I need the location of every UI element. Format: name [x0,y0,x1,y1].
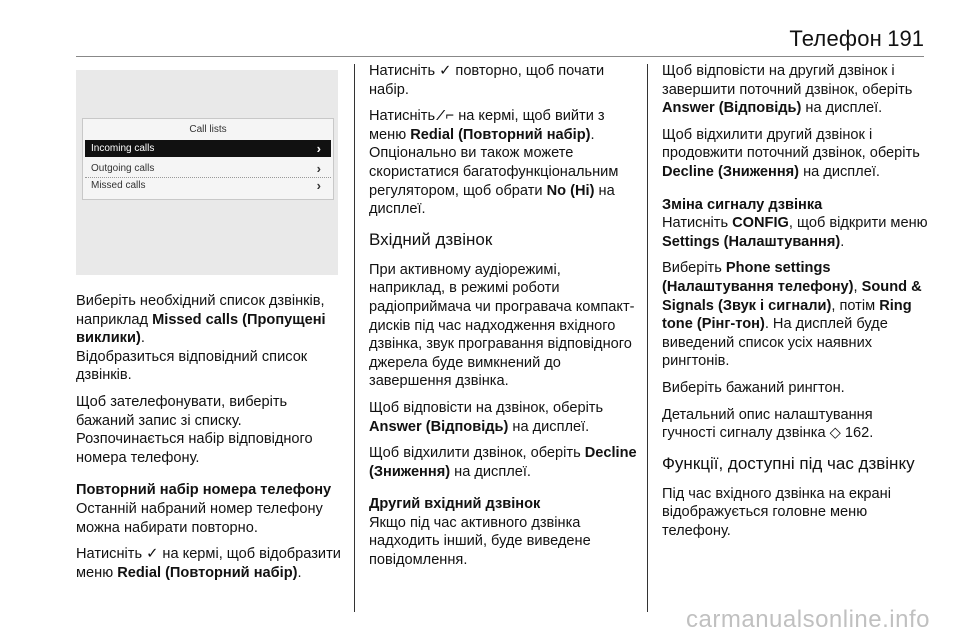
text: . [140,330,145,347]
chevron-right-icon: › [316,141,321,156]
text: Натисніть [76,546,147,563]
phone-call-icon: ✓ [146,546,159,563]
text: повторно, щоб почати набір. [369,63,605,98]
call-lists-title: Call lists [189,124,227,135]
ui-term: Settings (Налаштування) [662,233,841,250]
section-heading-ringtone: Зміна сигналу дзвінка [662,196,823,213]
text: Щоб зателефонувати, виберіть бажаний запис зі списку. [76,393,288,429]
chevron-right-icon: › [316,161,321,176]
ui-term: Decline (Зниження) [369,445,637,480]
call-list-row-label: Outgoing calls [91,163,155,174]
text: на дисплеї. [369,182,615,218]
call-list-row-label: Missed calls [91,180,146,191]
text: Натисніть [662,215,733,232]
text: на дисплеї. [508,418,590,435]
text: Щоб відповісти на дзвінок, оберіть [369,399,604,416]
ui-term: Answer (Відповідь) [369,418,509,435]
text: на дисплеї. [450,463,531,480]
header-rule [76,56,924,57]
paragraph [662,214,930,251]
text: . Опціонально ви також можете скористатися багатофункціональним регулятором, щоб обрати [369,126,619,199]
text: Натисніть [369,63,440,79]
paragraph [662,62,930,118]
ui-term: Redial (Повторний набір) [117,564,298,581]
page-title: Телефон [789,26,882,51]
ui-term: No (Hi) [546,182,595,199]
call-list-row-incoming [85,140,331,157]
paragraph [369,444,637,481]
text: на дисплеї. [799,163,880,180]
paragraph [662,259,930,371]
page-header [0,0,960,56]
ui-term: Missed calls (Пропущені виклики) [76,311,326,347]
column-1 [76,292,346,590]
paragraph: Останній набраний номер телефону можна набирати повторно. [76,500,323,536]
text: Детальний опис налаштування гучності сигналу дзвінка [662,406,873,442]
paragraph: Якщо під час активного дзвінка надходить інший, буде виведене повідомлення. [369,514,591,569]
paragraph [76,545,346,582]
text: Щоб відхилити дзвінок, оберіть [369,445,585,462]
text: на дисплеї. [801,100,883,117]
paragraph: При активному аудіорежимі, наприклад, в режимі роботи радіоприймача чи програвача компакт-дисків під час надходження вхідного дзвінка, звук програвання відповідного джерела буде вимкнений до завершення дзвінка. [369,261,635,390]
section-heading-functions: Функції, доступні під час дзвінку [662,453,915,473]
call-lists-screen-image [76,70,338,275]
paragraph [76,393,346,467]
column-divider-1 [354,64,355,612]
ui-term: Ring tone (Рінг-тон) [662,297,912,333]
ui-term: Sound & Signals (Звук і сигнали) [662,278,922,314]
text: , потім [831,297,880,314]
column-2 [369,62,637,578]
call-lists-panel [82,118,334,200]
section-heading-redial: Повторний набір номера телефону [76,482,332,499]
column-3 [662,62,930,548]
ui-term: Decline (Зниження) [662,163,800,180]
text: Щоб відповісти на другий дзвінок і завершити поточний дзвінок, оберіть [662,63,913,98]
paragraph [76,292,346,385]
text: Розпочинається набір відповідного номера телефону. [76,431,313,466]
text: Натисніть [369,108,440,125]
paragraph: Виберіть бажаний рингтон. [662,379,845,396]
text: , [853,278,862,295]
chevron-right-icon: › [316,178,321,193]
page-reference-link[interactable]: ◇ 162. [829,425,874,442]
text: на кермі, щоб відобразити меню [76,546,341,581]
ui-term: Phone settings (Налаштування телефону) [662,260,854,295]
text: . [297,564,302,581]
phone-call-icon: ✓ [439,63,452,79]
paragraph [369,62,637,99]
call-list-row-missed [85,177,331,194]
page-number: 191 [887,26,924,51]
ui-term: Redial (Повторний набір) [410,126,591,143]
paragraph [369,399,637,436]
watermark: carmanualsonline.info [686,606,930,633]
ui-term: CONFIG [732,215,789,232]
paragraph [662,126,930,182]
paragraph [369,107,637,219]
section-heading-second-call: Другий вхідний дзвінок [369,496,541,513]
text: Виберіть необхідний список дзвінків, наприклад [76,293,325,328]
text: . На дисплей буде виведений список усіх наявних рингтонів. [662,316,888,370]
paragraph: Під час вхідного дзвінка на екрані відображується головне меню телефону. [662,485,891,539]
mute-hangup-icon: ⁄ ⌐ [439,108,455,125]
paragraph [662,406,930,443]
text: , щоб відкрити меню [788,215,928,232]
ui-term: Answer (Відповідь) [662,100,802,117]
column-divider-2 [647,64,648,612]
text: на кермі, щоб вийти з меню [369,108,605,143]
section-heading-incoming: Вхідний дзвінок [369,229,493,249]
text: Виберіть [662,260,726,277]
text: Відобразиться відповідний список дзвінків. [76,348,308,384]
text: Щоб відхилити другий дзвінок і продовжити поточний дзвінок, оберіть [662,126,920,162]
text: . [840,233,845,250]
call-list-row-outgoing [85,160,331,178]
call-list-row-label: Incoming calls [91,143,155,154]
